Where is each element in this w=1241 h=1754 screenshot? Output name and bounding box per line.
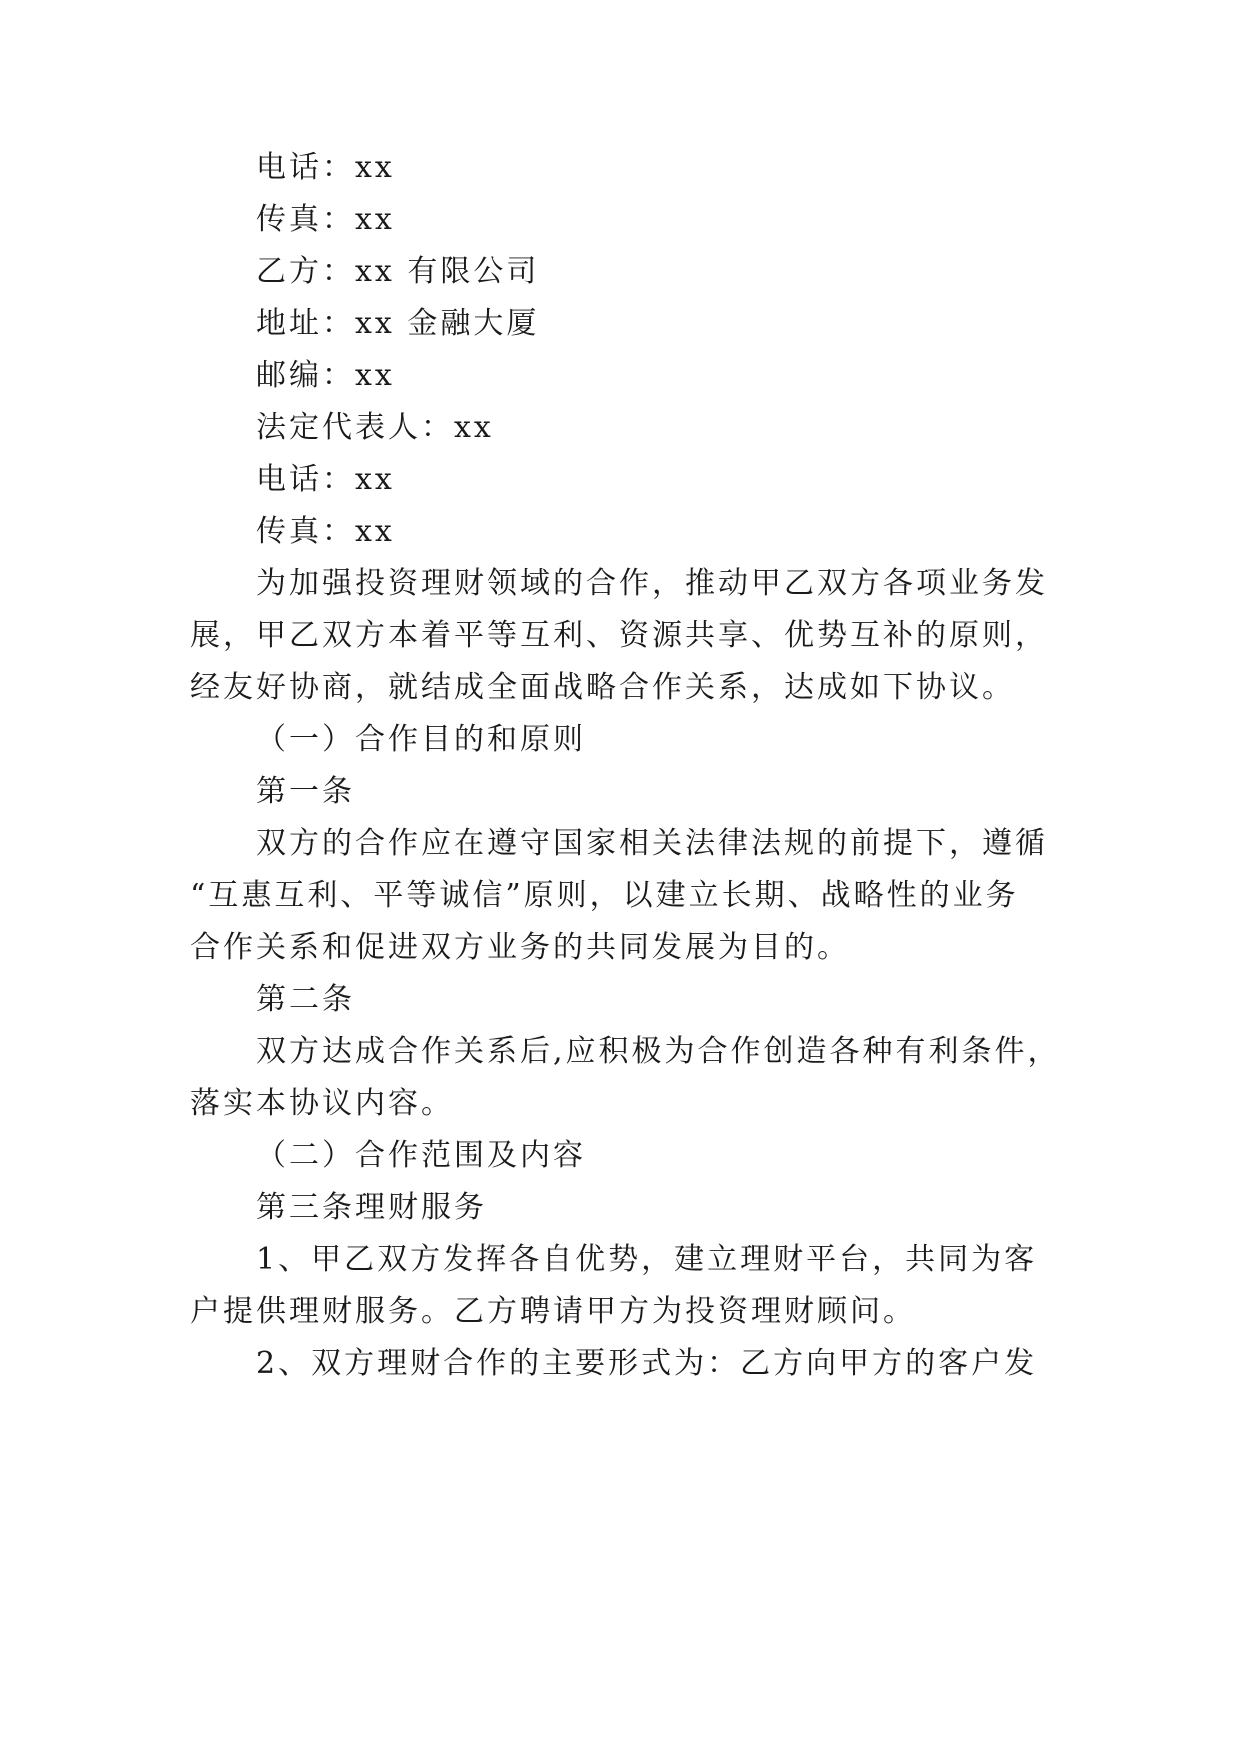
article-2-line-2: 落实本协议内容。 [190,1086,454,1121]
article-1-line-2: “互惠互利、平等诚信”原则，以建立长期、战略性的业务 [190,878,1019,913]
intro-paragraph-line-2: 展，甲乙双方本着平等互利、资源共享、优势互补的原则， [190,618,1048,653]
article-3-heading: 第三条理财服务 [256,1190,487,1225]
fax-line: 传真：xx [256,514,395,549]
postcode-line: 邮编：xx [256,358,395,393]
section-heading-2: （二）合作范围及内容 [256,1138,586,1173]
phone-line: 电话：xx [256,462,395,497]
article-1-line-3: 合作关系和促进双方业务的共同发展为目的。 [190,930,850,965]
legal-representative-line: 法定代表人：xx [256,410,494,445]
fax-line-prev: 传真：xx [256,202,395,237]
article-1-heading: 第一条 [256,774,355,809]
article-3-item-1-line-2: 户提供理财服务。乙方聘请甲方为投资理财顾问。 [190,1294,916,1329]
address-line: 地址：xx 金融大厦 [256,306,540,341]
intro-paragraph-line-3: 经友好协商，就结成全面战略合作关系，达成如下协议。 [190,670,1015,705]
party-b-line: 乙方：xx 有限公司 [256,254,540,289]
article-3-item-1-line-1: 1、甲乙双方发挥各自优势，建立理财平台，共同为客 [256,1242,1038,1277]
article-2-heading: 第二条 [256,982,355,1017]
party-b-phone-line-prev: 电话：xx [256,150,395,185]
section-heading-1: （一）合作目的和原则 [256,722,586,757]
article-3-item-2-line-1: 2、双方理财合作的主要形式为：乙方向甲方的客户发 [256,1346,1038,1381]
article-1-line-1: 双方的合作应在遵守国家相关法律法规的前提下，遵循 [256,826,1048,861]
article-2-line-1: 双方达成合作关系后,应积极为合作创造各种有利条件， [256,1034,1061,1069]
intro-paragraph-line-1: 为加强投资理财领域的合作，推动甲乙双方各项业务发 [256,566,1048,601]
